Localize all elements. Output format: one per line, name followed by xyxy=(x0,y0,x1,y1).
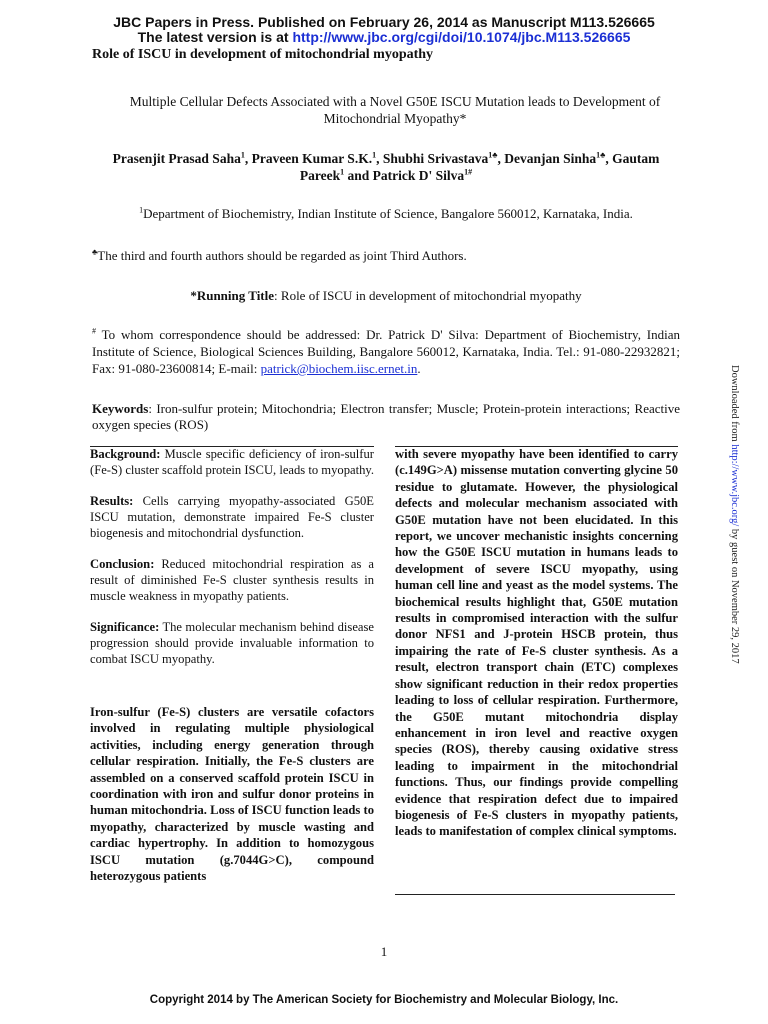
correspondence-end: . xyxy=(417,361,421,376)
latest-version-prefix: The latest version is at xyxy=(137,29,293,45)
author-sup: 1# xyxy=(464,167,473,177)
affiliation-sup: 1 xyxy=(139,205,144,215)
author: , Shubhi Srivastava xyxy=(376,151,489,166)
background-text: Muscle specific deficiency of iron-sulfur (Fe-S) cluster scaffold protein ISCU, leads to myopathy. xyxy=(90,447,375,477)
summary-conclusion xyxy=(90,556,374,604)
sidebar-prefix: Downloaded from xyxy=(729,365,740,445)
joint-note-text: The third and fourth authors should be regarded as joint Third Authors. xyxy=(97,248,467,263)
affiliation xyxy=(92,206,680,222)
significance-text: The molecular mechanism behind disease progression should provide invaluable information to combat ISCU myopathy. xyxy=(90,620,374,666)
sidebar-suffix: by guest on November 29, 2017 xyxy=(729,526,740,664)
latest-version-line xyxy=(0,29,768,45)
correspondence xyxy=(92,326,680,377)
keywords xyxy=(92,401,680,433)
significance-label: Significance: xyxy=(90,620,160,634)
summary-results xyxy=(90,493,374,541)
results-text: Cells carrying myopathy-associated G50E ISCU mutation, demonstrate impaired Fe-S cluster biogenesis and mitochondrial dysfunction. xyxy=(90,494,374,540)
running-title-label: *Running Title xyxy=(190,288,275,303)
download-sidebar xyxy=(720,365,740,665)
keywords-label: Keywords xyxy=(92,401,149,416)
club-symbol: ♣ xyxy=(92,247,98,257)
author-sup: 1 xyxy=(240,150,245,160)
correspondence-text: To whom correspondence should be addressed: Dr. Patrick D' Silva: Department of Biochemistry, Indian Institute of Science, Biological Sciences Building, Bangalore 560012, Karnataka, India. Tel.: 91-080-22932821; Fax: 91-080-23600814; E-mail: xyxy=(92,327,680,376)
author: Prasenjit Prasad Saha xyxy=(112,151,241,166)
running-head: Role of ISCU in development of mitochondrial myopathy xyxy=(92,47,434,62)
author: , Devanjan Sinha xyxy=(497,151,597,166)
press-banner: JBC Papers in Press. Published on February 26, 2014 as Manuscript M113.526665 xyxy=(113,14,655,30)
copyright: Copyright 2014 by The American Society for Biochemistry and Molecular Biology, Inc. xyxy=(149,994,619,1006)
joint-author-note xyxy=(92,248,467,264)
abstract-right: with severe myopathy have been identified to carry (c.149G>A) missense mutation converting glycine 50 residue to glutamate. However, the physiological defects and molecular mechanism associated with G50E mutation have not been elucidated. In this report, we uncover mechanistic insights concerning how the G50E ISCU mutation in humans leads to development of severe ISCU myopathy, using human cell line and yeast as the model systems. The biochemical results highlight that, G50E mutation results in compromised interaction with the sulfur donor NFS1 and J-protein HSCB protein, thus impairing the rate of Fe-S cluster synthesis. As a result, electron transport chain (ETC) complexes show significant reduction in their redox properties leading to loss of cellular respiration. Furthermore, the G50E mutant mitochondria display enhancement in iron level and reactive oxygen species (ROS), thereby causing oxidative stress leading to impairment in the mitochondrial functions. Thus, our findings provide compelling evidence that respiration defect due to impaired biogenesis of Fe-S clusters in myopathy patients, leads to manifestation of complex clinical symptoms. xyxy=(395,447,678,839)
email-link[interactable]: patrick@biochem.iisc.ernet.in xyxy=(260,361,418,376)
conclusion-label: Conclusion: xyxy=(90,557,155,571)
author: , Praveen Kumar S.K. xyxy=(244,151,373,166)
affiliation-text: Department of Biochemistry, Indian Institute of Science, Bangalore 560012, Karnataka, India. xyxy=(143,206,633,221)
summary-significance xyxy=(90,619,374,667)
abstract-end-rule xyxy=(395,894,675,895)
author-sup: 1♣ xyxy=(596,150,606,160)
hash-symbol: # xyxy=(92,326,96,336)
author-list xyxy=(92,150,680,184)
paper-title: Multiple Cellular Defects Associated with a Novel G50E ISCU Mutation leads to Development of Mitochondrial Myopathy* xyxy=(129,94,661,126)
left-column xyxy=(90,446,374,899)
running-title xyxy=(92,288,680,304)
jbc-link[interactable]: http://www.jbc.org/ xyxy=(729,444,740,527)
conclusion-text: Reduced mitochondrial respiration as a result of diminished Fe-S cluster synthesis results in muscle weakness in myopathy patients. xyxy=(90,557,374,603)
page-number: 1 xyxy=(380,944,388,959)
running-title-text: : Role of ISCU in development of mitochondrial myopathy xyxy=(274,288,582,303)
author-sup: 1 xyxy=(340,167,345,177)
keywords-text: : Iron-sulfur protein; Mitochondria; Electron transfer; Muscle; Protein-protein interactions; Reactive oxygen species (ROS) xyxy=(92,401,680,432)
background-label: Background: xyxy=(90,447,161,461)
author-sup: 1 xyxy=(372,150,377,160)
abstract-left: Iron-sulfur (Fe-S) clusters are versatile cofactors involved in regulating multiple physiological activities, including energy generation through cellular respiration. Initially, the Fe-S clusters are assembled on a conserved scaffold protein ISCU in coordination with iron and sulfur donor proteins in human mitochondria. Loss of ISCU function leads to myopathy, characterized by muscle wasting and cardiac hypertrophy. In addition to homozygous ISCU mutation (g.7044G>C), compound heterozygous patients xyxy=(90,705,374,884)
results-label: Results: xyxy=(90,494,134,508)
author: and Patrick D' Silva xyxy=(344,168,465,183)
author-sup: 1♣ xyxy=(488,150,498,160)
summary-background xyxy=(90,446,374,478)
doi-link[interactable]: http://www.jbc.org/cgi/doi/10.1074/jbc.M113.526665 xyxy=(292,29,631,45)
author: , Gautam Pareek xyxy=(299,151,660,183)
